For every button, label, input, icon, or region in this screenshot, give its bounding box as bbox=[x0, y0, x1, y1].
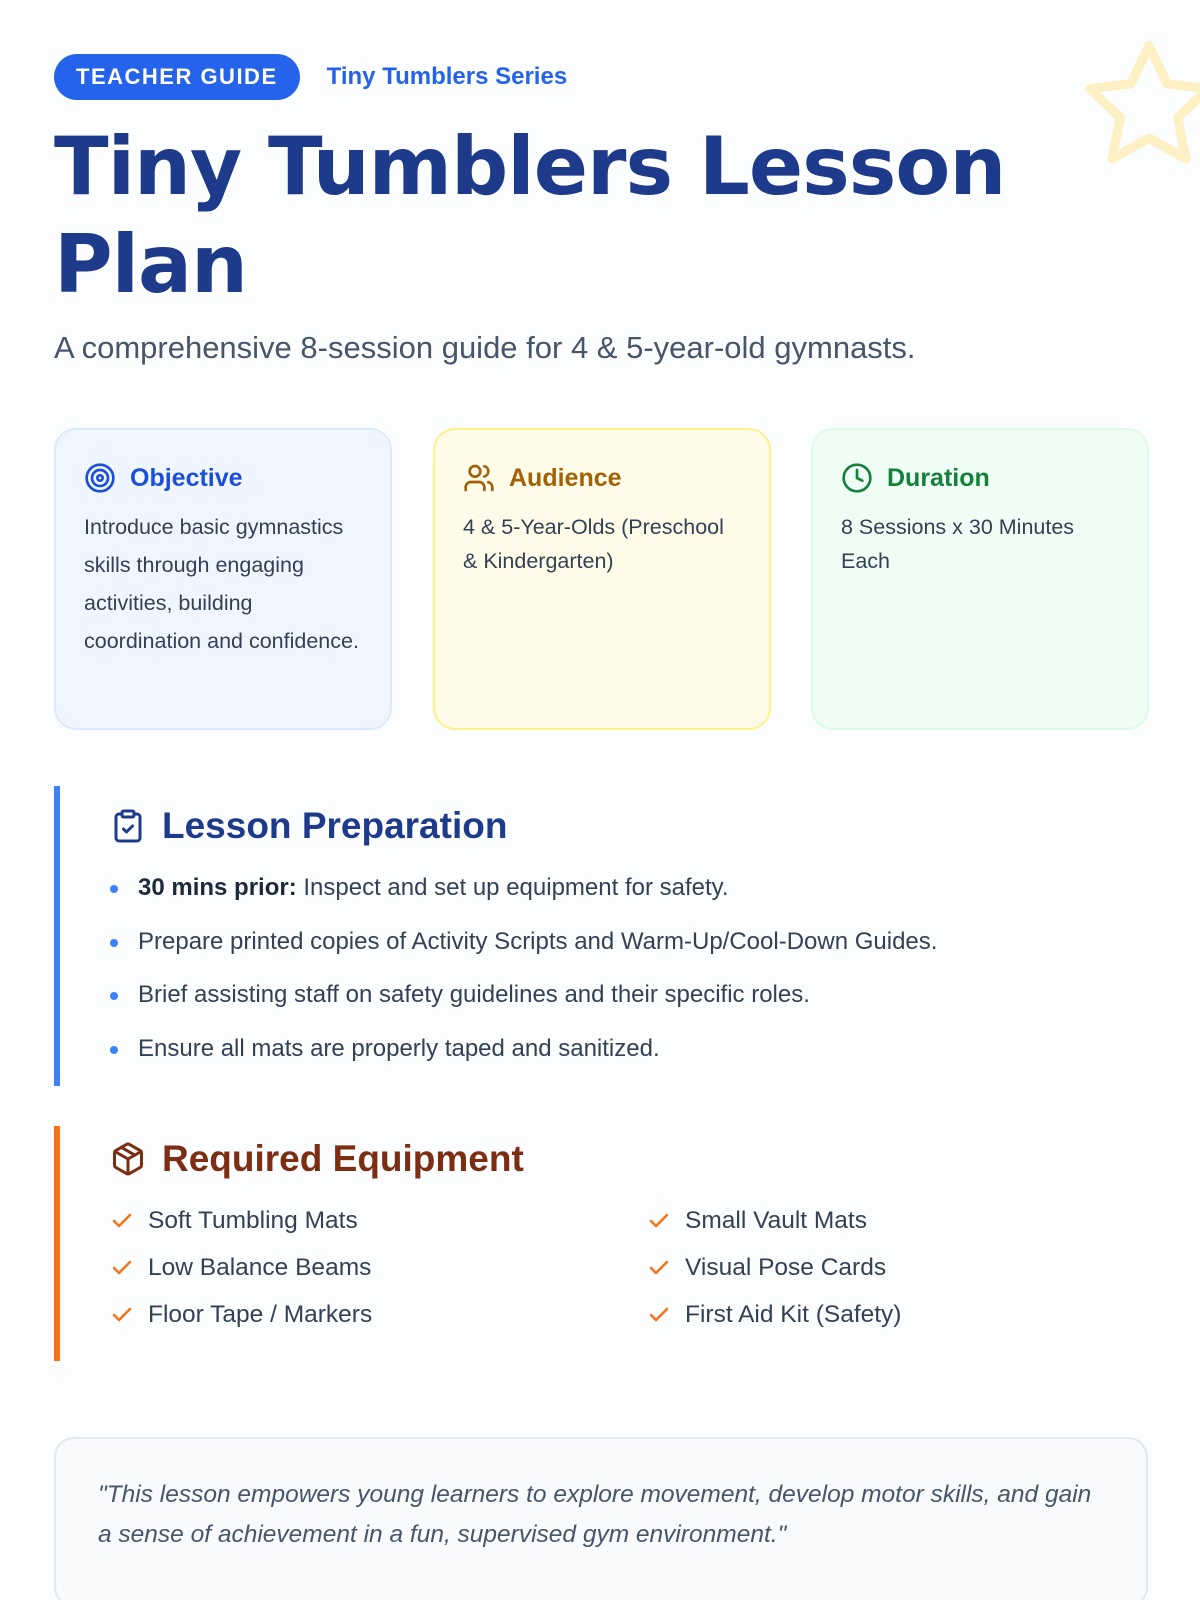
required-equipment-section bbox=[54, 1126, 1147, 1361]
quote-box bbox=[54, 1437, 1148, 1600]
list-item bbox=[110, 924, 1147, 978]
clock-icon bbox=[841, 462, 873, 494]
equipment-item bbox=[110, 1197, 647, 1244]
users-icon bbox=[463, 462, 495, 494]
equipment-label: Floor Tape / Markers bbox=[148, 1300, 373, 1328]
check-icon bbox=[110, 1256, 134, 1280]
package-icon bbox=[110, 1141, 146, 1177]
target-icon bbox=[84, 462, 116, 494]
check-icon bbox=[647, 1209, 671, 1233]
star-icon bbox=[1074, 30, 1200, 180]
teacher-guide-badge: TEACHER GUIDE bbox=[54, 54, 300, 100]
series-name: Tiny Tumblers Series bbox=[326, 63, 568, 90]
equipment-label: Low Balance Beams bbox=[148, 1253, 372, 1281]
equipment-label: Small Vault Mats bbox=[685, 1206, 867, 1234]
equipment-item bbox=[110, 1291, 647, 1338]
duration-card bbox=[811, 428, 1149, 730]
bullet-dot bbox=[110, 939, 118, 947]
header-row bbox=[54, 54, 567, 100]
lesson-preparation-title: Lesson Preparation bbox=[162, 805, 508, 846]
audience-card-text: 4 & 5-Year-Olds (Preschool & Kindergarten) bbox=[463, 515, 724, 573]
check-icon bbox=[647, 1303, 671, 1327]
list-item bbox=[110, 1031, 1147, 1085]
duration-card-header bbox=[841, 460, 1119, 496]
item-emphasis: 30 mins prior: bbox=[138, 874, 297, 901]
equipment-item bbox=[647, 1291, 1147, 1338]
required-equipment-title: Required Equipment bbox=[162, 1138, 524, 1179]
equipment-item bbox=[110, 1244, 647, 1291]
required-equipment-header bbox=[110, 1131, 1147, 1187]
objective-card-text: Introduce basic gymnastics skills through engaging activities, building coordination and confidence. bbox=[84, 515, 359, 653]
item-text: Ensure all mats are properly taped and sanitized. bbox=[138, 1034, 660, 1062]
equipment-label: First Aid Kit (Safety) bbox=[685, 1300, 902, 1328]
item-text: Brief assisting staff on safety guidelines and their specific roles. bbox=[138, 981, 810, 1008]
page-title: Tiny Tumblers Lesson Plan bbox=[54, 120, 1006, 311]
equipment-item bbox=[647, 1244, 1147, 1291]
lesson-quote: "This lesson empowers young learners to explore movement, develop motor skills, and gain a sense of achievement in a fun, supervised gym environment." bbox=[98, 1481, 1092, 1548]
duration-card-text: 8 Sessions x 30 Minutes Each bbox=[841, 515, 1075, 573]
equipment-item bbox=[647, 1197, 1147, 1244]
list-item bbox=[110, 870, 1147, 924]
list-item bbox=[110, 977, 1147, 1031]
bullet-dot bbox=[110, 1046, 118, 1054]
page-subtitle: A comprehensive 8-session guide for 4 & 5-year-old gymnasts. bbox=[54, 330, 916, 365]
item-text: Prepare printed copies of Activity Scripts and Warm-Up/Cool-Down Guides. bbox=[138, 927, 938, 955]
lesson-preparation-section bbox=[54, 786, 1147, 1086]
lesson-plan-page bbox=[54, 0, 1147, 1600]
audience-card-title: Audience bbox=[509, 463, 622, 492]
lesson-preparation-header bbox=[110, 798, 1147, 854]
preparation-list bbox=[110, 870, 1147, 1084]
objective-card-title: Objective bbox=[130, 463, 243, 492]
equipment-list bbox=[110, 1197, 1147, 1338]
bullet-dot bbox=[110, 885, 118, 893]
duration-card-title: Duration bbox=[887, 463, 990, 492]
clipboard-check-icon bbox=[110, 808, 146, 844]
audience-card bbox=[433, 428, 771, 730]
bullet-dot bbox=[110, 992, 118, 1000]
equipment-label: Soft Tumbling Mats bbox=[148, 1206, 358, 1234]
item-text: Inspect and set up equipment for safety. bbox=[296, 874, 729, 901]
check-icon bbox=[110, 1209, 134, 1233]
check-icon bbox=[647, 1256, 671, 1280]
objective-card bbox=[54, 428, 392, 730]
check-icon bbox=[110, 1303, 134, 1327]
audience-card-header bbox=[463, 460, 741, 496]
objective-card-header bbox=[84, 460, 362, 496]
equipment-label: Visual Pose Cards bbox=[685, 1253, 887, 1281]
